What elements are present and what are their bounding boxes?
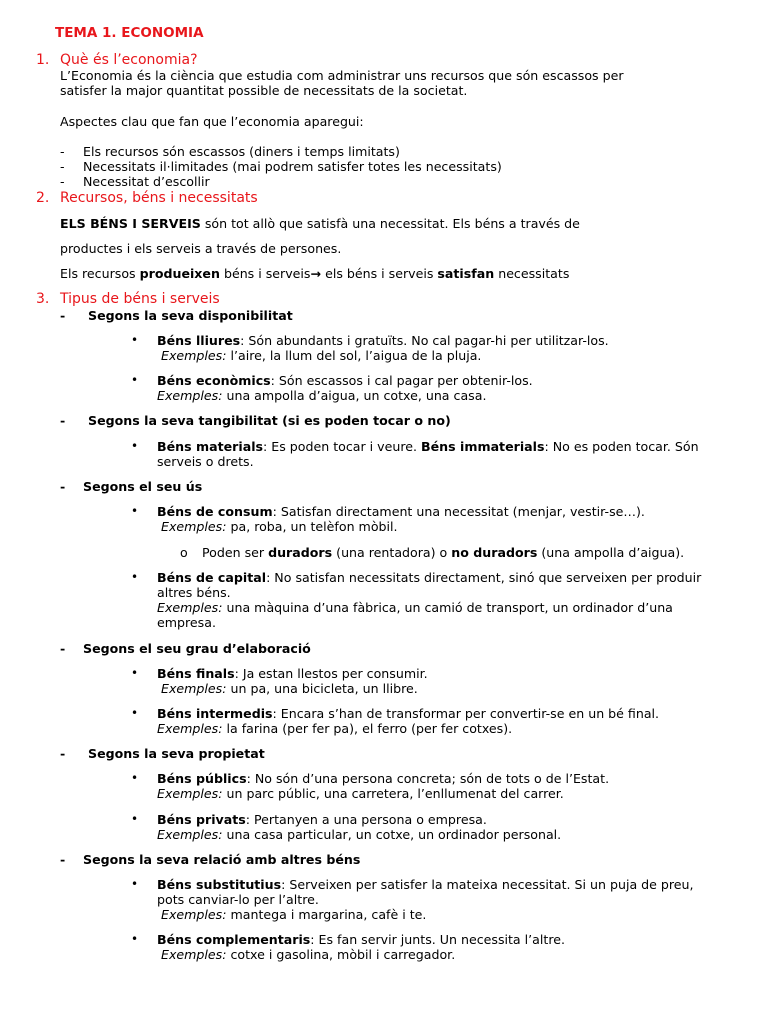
bold-term: ELS BÉNS I SERVEIS xyxy=(60,216,201,231)
list-item: Béns finals: Ja estan llestos per consumir. xyxy=(157,666,428,681)
paragraph: satisfer la major quantitat possible de necessitats de la societat. xyxy=(60,83,468,98)
bullet-icon: • xyxy=(131,570,139,584)
example-line: Exemples: una màquina d’una fàbrica, un camió de transport, un ordinador d’una xyxy=(157,600,673,615)
example-line: Exemples: l’aire, la llum del sol, l’aigua de la pluja. xyxy=(161,348,482,363)
group-dash: - xyxy=(60,746,66,761)
paragraph: Aspectes clau que fan que l’economia aparegui: xyxy=(60,114,364,129)
bold-term: produeixen xyxy=(139,266,220,281)
sub-list-item: Poden ser duradors (una rentadora) o no duradors (una ampolla d’aigua). xyxy=(202,545,685,560)
bullet-icon: • xyxy=(131,932,139,946)
list-item: Béns de capital: No satisfan necessitats directament, sinó que serveixen per produir xyxy=(157,570,702,585)
text: els béns i serveis xyxy=(321,266,438,281)
list-item: Béns de consum: Satisfan directament una necessitat (menjar, vestir-se…). xyxy=(157,504,645,519)
list-item-continuation: pots canviar-lo per l’altre. xyxy=(157,892,319,907)
paragraph: productes i els serveis a través de persones. xyxy=(60,241,342,256)
group-heading: Segons la seva tangibilitat (si es poden tocar o no) xyxy=(88,413,451,428)
bullet-icon: • xyxy=(131,666,139,680)
list-dash: - xyxy=(60,144,65,159)
paragraph: L’Economia és la ciència que estudia com administrar uns recursos que són escassos per xyxy=(60,68,624,83)
example-line: Exemples: un pa, una bicicleta, un llibre. xyxy=(161,681,418,696)
group-dash: - xyxy=(60,852,66,867)
example-line: Exemples: cotxe i gasolina, mòbil i carregador. xyxy=(161,947,456,962)
group-heading: Segons el seu grau d’elaboració xyxy=(83,641,311,656)
list-item: Béns públics: No són d’una persona concreta; són de tots o de l’Estat. xyxy=(157,771,610,786)
text: Els recursos xyxy=(60,266,140,281)
group-dash: - xyxy=(60,308,66,323)
bullet-icon: • xyxy=(131,877,139,891)
example-line: Exemples: la farina (per fer pa), el ferro (per fer cotxes). xyxy=(157,721,513,736)
example-line: Exemples: una casa particular, un cotxe, un ordinador personal. xyxy=(157,827,562,842)
bullet-icon: • xyxy=(131,771,139,785)
example-continuation: empresa. xyxy=(157,615,216,630)
bullet-icon: • xyxy=(131,439,139,453)
list-item: Béns complementaris: Es fan servir junts. Un necessita l’altre. xyxy=(157,932,565,947)
section-3-number: 3. xyxy=(36,291,50,307)
example-line: Exemples: mantega i margarina, cafè i te. xyxy=(161,907,427,922)
section-2-number: 2. xyxy=(36,190,50,206)
bullet-icon: • xyxy=(131,504,139,518)
text: necessitats xyxy=(494,266,570,281)
group-dash: - xyxy=(60,413,66,428)
list-item: Béns intermedis: Encara s’han de transformar per convertir-se en un bé final. xyxy=(157,706,660,721)
list-item: Béns privats: Pertanyen a una persona o empresa. xyxy=(157,812,487,827)
list-item: Els recursos són escassos (diners i temps limitats) xyxy=(83,144,400,159)
bold-term: satisfan xyxy=(437,266,495,281)
text: béns i serveis xyxy=(219,266,311,281)
example-line: Exemples: una ampolla d’aigua, un cotxe, una casa. xyxy=(157,388,487,403)
section-1-title: Què és l’economia? xyxy=(60,52,198,68)
list-item: Béns econòmics: Són escassos i cal pagar per obtenir-los. xyxy=(157,373,533,388)
list-item: Béns materials: Es poden tocar i veure. Béns immaterials: No es poden tocar. Són xyxy=(157,439,699,454)
bullet-icon: • xyxy=(131,812,139,826)
example-line: Exemples: pa, roba, un telèfon mòbil. xyxy=(161,519,398,534)
list-item: Béns substitutius: Serveixen per satisfer la mateixa necessitat. Si un puja de preu, xyxy=(157,877,694,892)
group-heading: Segons la seva disponibilitat xyxy=(88,308,293,323)
document-title: TEMA 1. ECONOMIA xyxy=(55,25,204,41)
paragraph xyxy=(60,266,569,281)
text: són tot allò que satisfà una necessitat. Els béns a través de xyxy=(200,216,580,231)
list-item-continuation: serveis o drets. xyxy=(157,454,254,469)
circle-bullet-icon: o xyxy=(180,545,188,560)
arrow-icon: → xyxy=(310,266,322,281)
section-3-title: Tipus de béns i serveis xyxy=(60,291,220,307)
section-2-title: Recursos, béns i necessitats xyxy=(60,190,258,206)
list-item: Necessitat d’escollir xyxy=(83,174,210,189)
list-item: Necessitats il·limitades (mai podrem satisfer totes les necessitats) xyxy=(83,159,502,174)
list-item-continuation: altres béns. xyxy=(157,585,231,600)
bullet-icon: • xyxy=(131,333,139,347)
group-dash: - xyxy=(60,641,66,656)
example-line: Exemples: un parc públic, una carretera, l’enllumenat del carrer. xyxy=(157,786,564,801)
group-heading: Segons la seva propietat xyxy=(88,746,265,761)
list-dash: - xyxy=(60,174,65,189)
group-heading: Segons el seu ús xyxy=(83,479,203,494)
bullet-icon: • xyxy=(131,706,139,720)
list-item: Béns lliures: Són abundants i gratuïts. No cal pagar-hi per utilitzar-los. xyxy=(157,333,609,348)
section-1-number: 1. xyxy=(36,52,50,68)
list-dash: - xyxy=(60,159,65,174)
bullet-icon: • xyxy=(131,373,139,387)
group-heading: Segons la seva relació amb altres béns xyxy=(83,852,361,867)
group-dash: - xyxy=(60,479,66,494)
paragraph xyxy=(60,216,580,231)
